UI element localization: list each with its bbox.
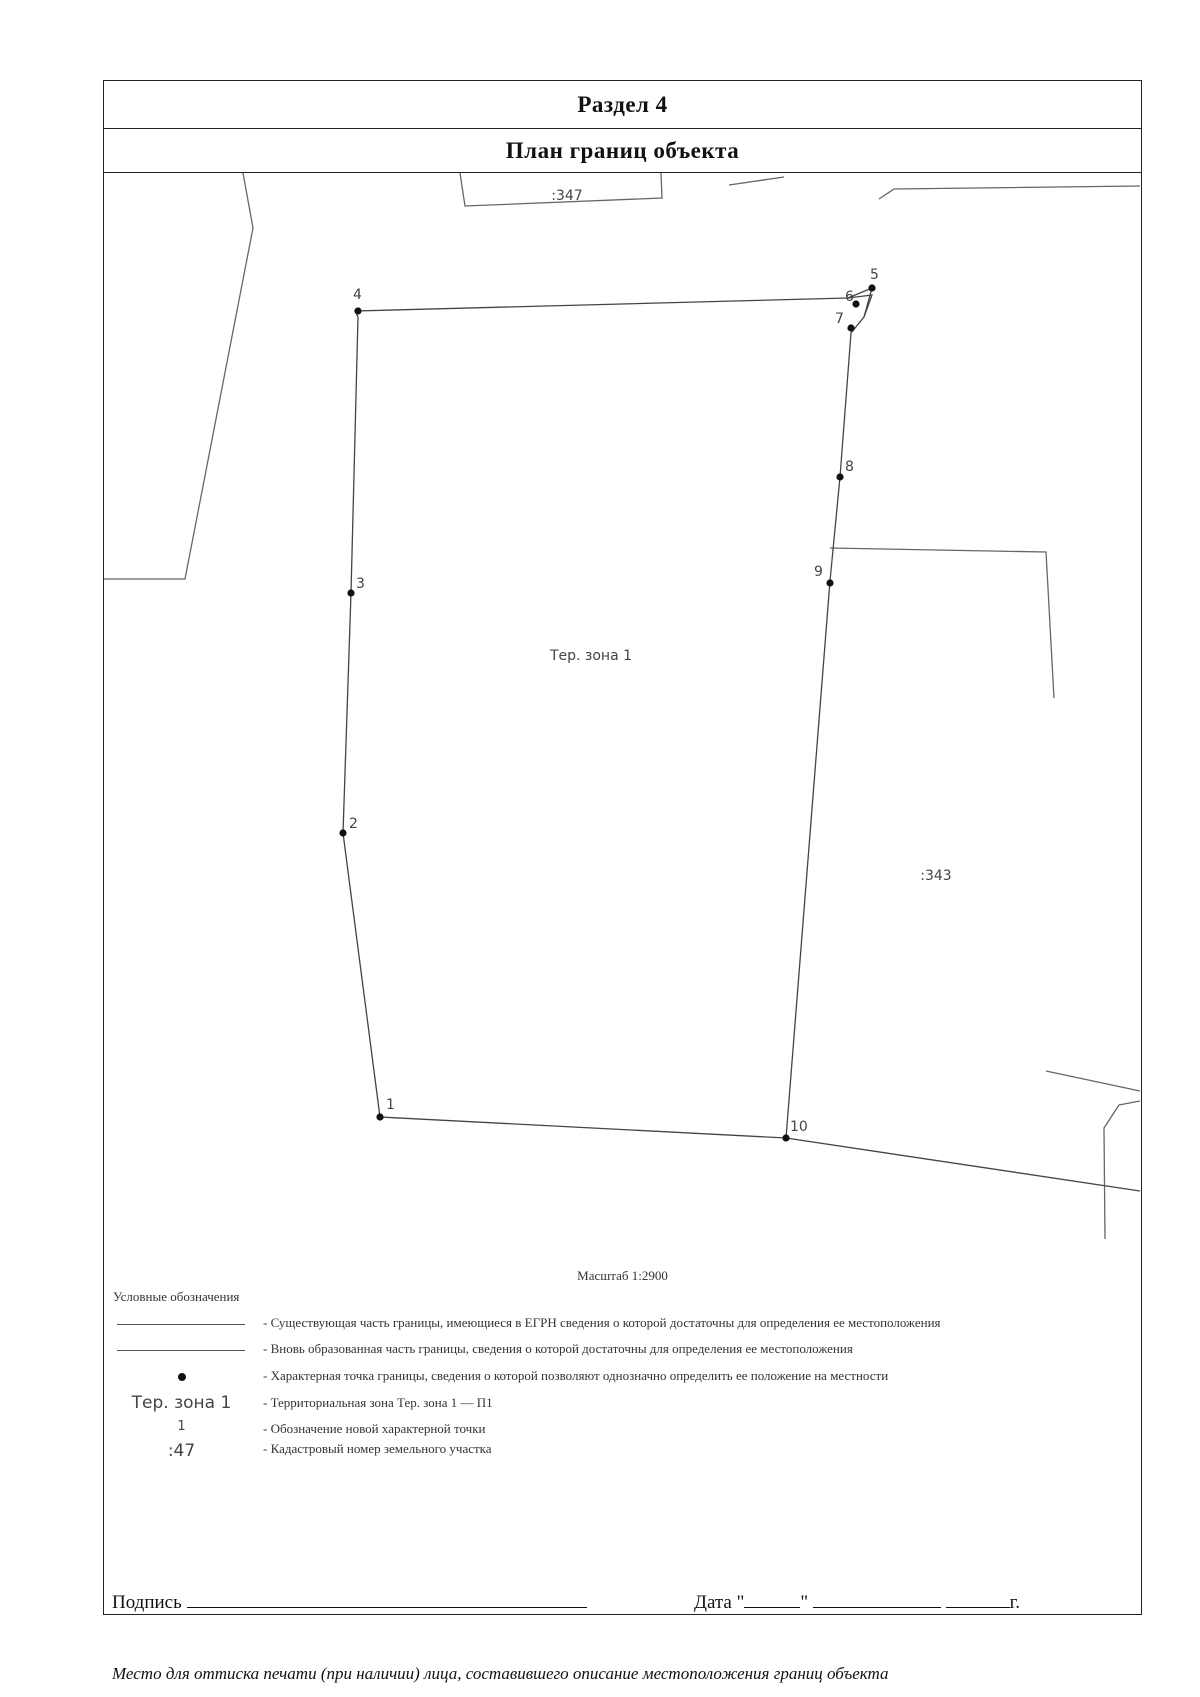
map-scale: Масштаб 1:2900 xyxy=(577,1268,668,1283)
date-year-field[interactable] xyxy=(946,1589,1010,1608)
point-10 xyxy=(782,1134,789,1141)
parcel-label-347: :347 xyxy=(551,188,583,204)
neighbor-boundary-bottom-corner xyxy=(1104,1101,1140,1239)
zone-label-symbol: Тер. зона 1 xyxy=(131,1393,232,1413)
neighbor-boundary-left xyxy=(104,173,253,579)
stamp-note: Место для оттиска печати (при наличии) лица, составившего описание местоположения границ объекта xyxy=(112,1664,889,1683)
neighbor-boundary-bottom-right xyxy=(1046,1071,1140,1091)
point-dot-symbol xyxy=(178,1373,186,1381)
point-label-5: 5 xyxy=(870,267,879,283)
boundary-plan-map xyxy=(104,173,1140,1268)
signature-label: Подпись xyxy=(112,1592,182,1613)
cadastral-number-symbol: :47 xyxy=(167,1441,196,1461)
point-label-2: 2 xyxy=(349,816,358,832)
date-label: Дата " xyxy=(694,1592,745,1613)
point-3 xyxy=(347,589,354,596)
existing-boundary-line-symbol xyxy=(117,1324,245,1325)
document-frame xyxy=(103,80,1142,1683)
legend-item-new-point xyxy=(104,1419,1141,1441)
zone-label: Тер. зона 1 xyxy=(549,648,633,664)
date-day-field[interactable] xyxy=(744,1589,800,1608)
date-quote: " xyxy=(800,1592,809,1613)
legend-item-existing-boundary xyxy=(104,1313,1141,1335)
point-number-symbol: 1 xyxy=(177,1419,186,1434)
parcel-label-343: :343 xyxy=(920,868,952,884)
legend-item-territorial-zone xyxy=(104,1393,1141,1415)
neighbor-boundary-right xyxy=(830,548,1054,698)
legend-text: - Территориальная зона Тер. зона 1 — П1 xyxy=(263,1395,493,1410)
legend-text: - Вновь образованная часть границы, сведения о которой достаточны для определения ее местоположения xyxy=(263,1341,853,1356)
point-label-3: 3 xyxy=(356,576,365,592)
legend-text: - Существующая часть границы, имеющиеся в ЕГРН сведения о которой достаточны для определения ее местоположения xyxy=(263,1315,941,1330)
neighbor-boundary-far-right xyxy=(879,186,1140,199)
signature-field[interactable] xyxy=(187,1589,587,1608)
point-8 xyxy=(836,473,843,480)
legend-text: - Обозначение новой характерной точки xyxy=(263,1421,486,1436)
point-label-6: 6 xyxy=(845,289,854,305)
point-9 xyxy=(826,579,833,586)
point-label-10: 10 xyxy=(790,1119,808,1135)
legend-item-cadastral-number xyxy=(104,1439,1141,1461)
point-5 xyxy=(868,284,875,291)
boundary-extension-bottom xyxy=(786,1138,1140,1191)
new-boundary-line-symbol xyxy=(117,1350,245,1351)
year-suffix: г. xyxy=(1009,1592,1021,1613)
point-4 xyxy=(354,307,361,314)
characteristic-points xyxy=(339,284,875,1141)
date-month-field[interactable] xyxy=(813,1589,941,1608)
point-1 xyxy=(376,1113,383,1120)
point-7 xyxy=(847,324,854,331)
point-label-8: 8 xyxy=(845,459,854,475)
legend-item-characteristic-point xyxy=(104,1366,1141,1388)
legend-text: - Кадастровый номер земельного участка xyxy=(263,1441,492,1456)
point-2 xyxy=(339,829,346,836)
point-label-4: 4 xyxy=(353,287,362,303)
legend-item-new-boundary xyxy=(104,1339,1141,1361)
section-title: Раздел 4 xyxy=(104,81,1141,129)
signature-line xyxy=(112,1589,587,1614)
legend-title: Условные обозначения xyxy=(113,1289,240,1304)
point-label-7: 7 xyxy=(835,311,844,327)
plan-title: План границ объекта xyxy=(104,129,1141,173)
legend-text: - Характерная точка границы, сведения о которой позволяют однозначно определить ее положение на местности xyxy=(263,1368,889,1383)
point-label-1: 1 xyxy=(386,1097,395,1113)
object-boundary xyxy=(343,295,872,1138)
neighbor-boundary-top-right xyxy=(729,177,784,185)
date-line xyxy=(694,1589,1020,1614)
point-label-9: 9 xyxy=(814,564,823,580)
map-drawing xyxy=(104,173,1140,1268)
